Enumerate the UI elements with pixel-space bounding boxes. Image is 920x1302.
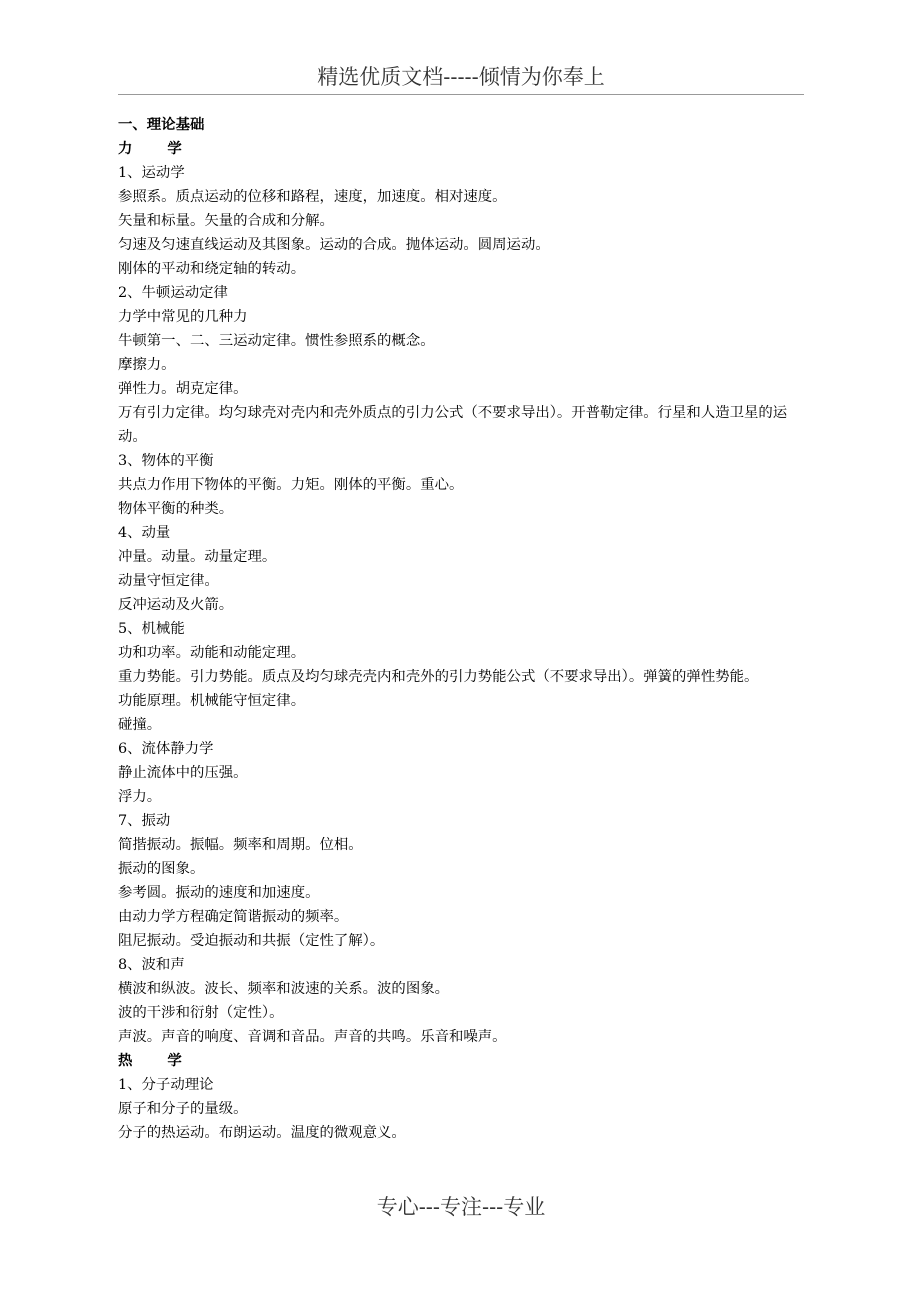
page-header: 精选优质文档-----倾情为你奉上 [317, 65, 605, 89]
text-line: 摩擦力。 [118, 357, 176, 373]
section-heading: 一、理论基础 [118, 116, 205, 133]
text-line: 横波和纵波。波长、频率和波速的关系。波的图象。 [118, 981, 449, 997]
topic-heading: 6、流体静力学 [118, 741, 214, 757]
text-line: 冲量。动量。动量定理。 [118, 549, 277, 565]
text-line: 分子的热运动。布朗运动。温度的微观意义。 [118, 1125, 406, 1141]
topic-heading: 8、波和声 [118, 957, 185, 973]
text-line: 振动的图象。 [118, 861, 205, 877]
text-line: 反冲运动及火箭。 [118, 597, 234, 613]
text-line: 参考圆。振动的速度和加速度。 [118, 885, 320, 901]
text-line: 由动力学方程确定简谐振动的频率。 [118, 909, 349, 925]
text-line: 功和功率。动能和动能定理。 [118, 645, 306, 661]
text-line: 碰撞。 [118, 717, 162, 733]
text-line: 波的干涉和衍射（定性）。 [118, 1005, 284, 1021]
text-line: 共点力作用下物体的平衡。力矩。刚体的平衡。重心。 [118, 477, 464, 493]
text-line: 功能原理。机械能守恒定律。 [118, 693, 306, 709]
text-line: 重力势能。引力势能。质点及均匀球壳壳内和壳外的引力势能公式（不要求导出）。弹簧的弹性势能。 [118, 669, 759, 685]
topic-heading: 5、机械能 [118, 621, 185, 637]
text-line: 原子和分子的量级。 [118, 1101, 248, 1117]
text-line: 牛顿第一、二、三运动定律。惯性参照系的概念。 [118, 333, 435, 349]
topic-heading: 3、物体的平衡 [118, 453, 214, 469]
topic-heading: 1、分子动理论 [118, 1077, 214, 1093]
text-line: 浮力。 [118, 789, 162, 805]
text-line: 矢量和标量。矢量的合成和分解。 [118, 213, 334, 229]
text-line: 匀速及匀速直线运动及其图象。运动的合成。抛体运动。圆周运动。 [118, 237, 550, 253]
document-body [118, 113, 808, 1145]
topic-heading: 1、运动学 [118, 165, 185, 181]
text-line: 刚体的平动和绕定轴的转动。 [118, 261, 306, 277]
subject-heading-mechanics: 力 学 [118, 140, 197, 157]
text-line: 力学中常见的几种力 [118, 309, 248, 325]
topic-heading: 2、牛顿运动定律 [118, 285, 228, 301]
header-divider [118, 94, 804, 95]
page-footer: 专心---专注---专业 [376, 1195, 546, 1219]
topic-heading: 4、动量 [118, 525, 171, 541]
text-line: 声波。声音的响度、音调和音品。声音的共鸣。乐音和噪声。 [118, 1029, 507, 1045]
text-line: 动量守恒定律。 [118, 573, 219, 589]
text-line: 静止流体中的压强。 [118, 765, 248, 781]
text-line: 阻尼振动。受迫振动和共振（定性了解）。 [118, 933, 385, 949]
text-line: 弹性力。胡克定律。 [118, 381, 248, 397]
subject-heading-thermodynamics: 热 学 [118, 1052, 197, 1069]
text-line: 万有引力定律。均匀球壳对壳内和壳外质点的引力公式（不要求导出）。开普勒定律。行星和人造卫星的运动。 [118, 405, 788, 445]
topic-heading: 7、振动 [118, 813, 171, 829]
text-line: 物体平衡的种类。 [118, 501, 234, 517]
text-line: 简揩振动。振幅。频率和周期。位相。 [118, 837, 363, 853]
text-line: 参照系。质点运动的位移和路程，速度，加速度。相对速度。 [118, 189, 507, 205]
